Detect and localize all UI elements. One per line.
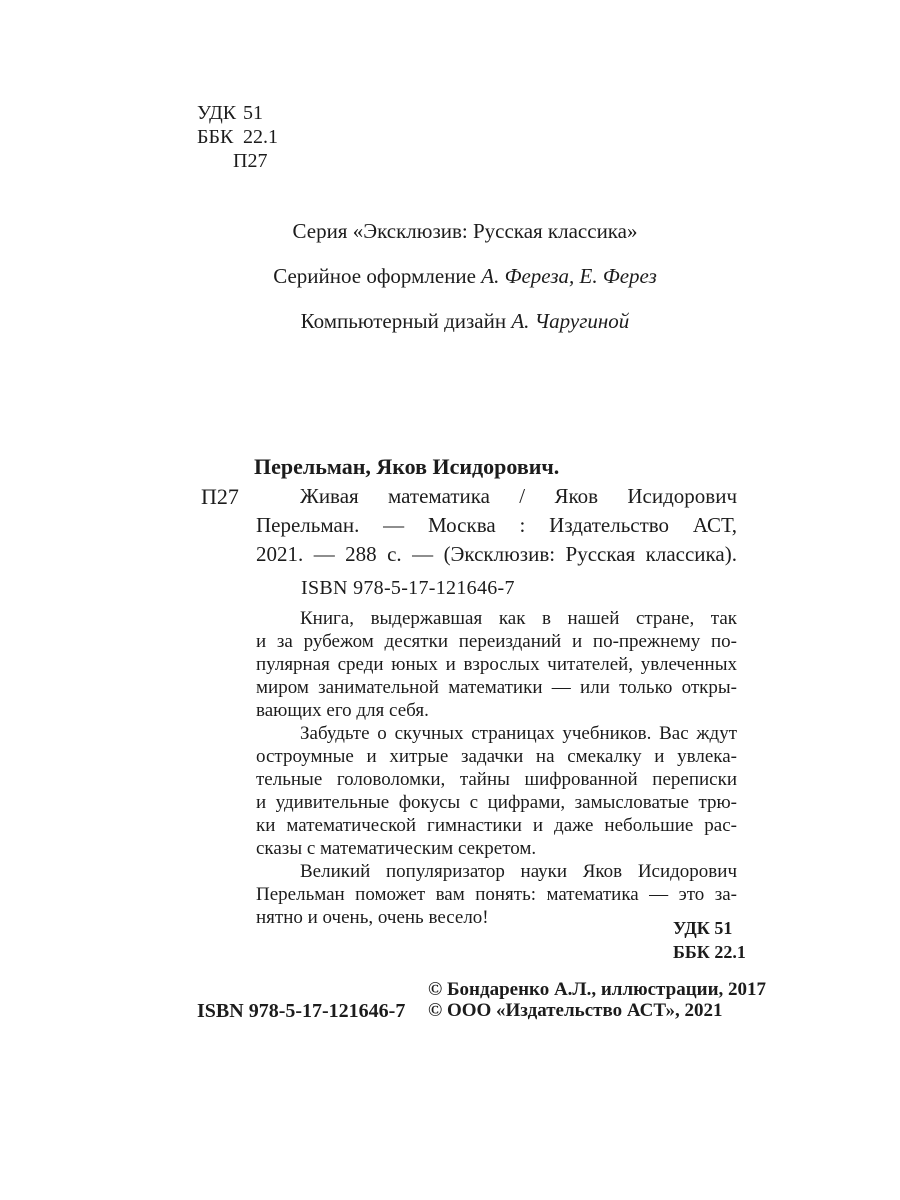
annotation-line: и за рубежом десятки переизданий и по-прежнему по- <box>256 631 737 652</box>
author-sign: П27 <box>233 150 268 172</box>
annotation-line: Забудьте о скучных страницах учебников. Вас ждут <box>300 723 737 744</box>
udk-line <box>197 101 278 125</box>
computer-design-label: Компьютерный дизайн <box>300 309 512 333</box>
bibliographic-description <box>256 482 737 569</box>
series-design-line <box>193 254 737 299</box>
series-title: Серия «Эксклюзив: Русская классика» <box>292 219 638 243</box>
bib-line: Живая математика / Яков Исидорович <box>300 484 737 508</box>
udk-label: УДК <box>197 102 237 124</box>
bib-line: Перельман. — Москва : Издательство АСТ, <box>256 513 737 537</box>
bib-line: 2021. — 288 с. — (Эксклюзив: Русская классика). <box>256 542 737 566</box>
annotation-line: нятно и очень, очень весело! <box>256 907 489 928</box>
copyright-line: © ООО «Издательство АСТ», 2021 <box>428 1000 723 1021</box>
annotation-line: и удивительные фокусы с цифрами, замысловатые трю- <box>256 792 737 813</box>
classification-codes-bottom <box>673 916 746 964</box>
annotation-line: миром занимательной математики — или только откры- <box>256 677 737 698</box>
annotation-line: пулярная среди юных и взрослых читателей, увлеченных <box>256 654 737 675</box>
udk-value: 51 <box>243 102 263 124</box>
copyright-block <box>428 979 766 1021</box>
annotation <box>256 607 737 929</box>
annotation-line: остроумные и хитрые задачки на смекалку и увлека- <box>256 746 737 767</box>
card-isbn: ISBN 978-5-17-121646-7 <box>301 577 515 599</box>
author-sign-line <box>197 149 278 173</box>
card-author-sign: П27 <box>201 484 239 509</box>
catalog-card <box>193 452 737 929</box>
series-block <box>193 209 737 344</box>
udk-bottom: УДК 51 <box>673 918 733 938</box>
annotation-line: Перельман поможет вам понять: математика — это за- <box>256 884 737 905</box>
computer-design-line <box>193 299 737 344</box>
bbk-bottom: ББК 22.1 <box>673 942 746 962</box>
annotation-line: тельные головоломки, тайны шифрованной переписки <box>256 769 737 790</box>
annotation-line: Книга, выдержавшая как в нашей стране, так <box>300 608 737 629</box>
computer-designer: А. Чаругиной <box>511 309 630 333</box>
series-designers: А. Фереза, Е. Ферез <box>481 264 657 288</box>
bbk-label: ББК <box>197 126 234 148</box>
annotation-line: Великий популяризатор науки Яков Исидорович <box>300 861 737 882</box>
annotation-line: вающих его для себя. <box>256 700 429 721</box>
footer-isbn: ISBN 978-5-17-121646-7 <box>197 1000 406 1022</box>
series-design-label: Серийное оформление <box>273 264 482 288</box>
card-author-heading: Перельман, Яков Исидорович. <box>254 454 560 479</box>
bbk-line <box>197 125 278 149</box>
bbk-value: 22.1 <box>243 126 278 148</box>
annotation-line: ки математической гимнастики и даже небольшие рас- <box>256 815 737 836</box>
copyright-line: © Бондаренко А.Л., иллюстрации, 2017 <box>428 979 767 1000</box>
classification-codes-top <box>197 101 278 173</box>
annotation-line: сказы с математическим секретом. <box>256 838 537 859</box>
